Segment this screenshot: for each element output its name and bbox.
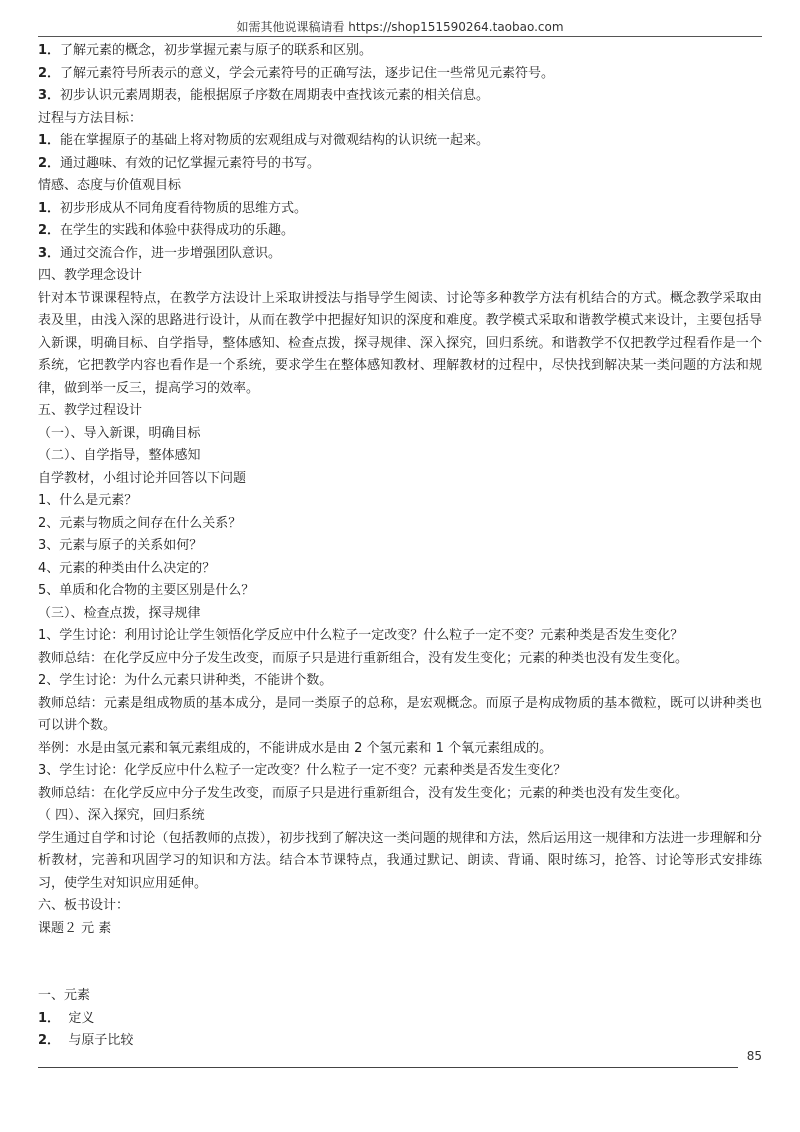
list-text: 初步形成从不同角度看待物质的思维方式。: [60, 200, 308, 216]
section5-heading: 五、教学过程设计: [38, 403, 143, 418]
blank-space: [38, 940, 762, 985]
process-goal-1: [38, 130, 762, 153]
board-title: 课题２ 元 素: [38, 920, 112, 936]
question-item: 3、元素与原子的关系如何？: [38, 538, 203, 553]
page-header: 如需其他说课稿请看 https://shop151590264.taobao.com: [236, 20, 564, 34]
list-number: 2．: [38, 1033, 61, 1048]
emotion-goal-2: [38, 220, 762, 243]
step3-heading: （三）、检查点拨，探寻规律: [38, 605, 201, 621]
example-text: 举例：水是由氢元素和氧元素组成的，不能讲成水是由 2 个氢元素和 1 个氧元素组成的。: [38, 740, 553, 756]
question-item: 1、什么是元素？: [38, 493, 138, 508]
list-number: 1．: [38, 1010, 61, 1026]
step2-heading: （二）、自学指导，整体感知: [38, 448, 201, 463]
emotion-goal-1: [38, 198, 762, 221]
knowledge-goal-2: [38, 63, 762, 86]
list-text: 初步认识元素周期表，能根据原子序数在周期表中查找该元素的相关信息。: [60, 88, 490, 103]
list-text: 了解元素符号所表示的意义，学会元素符号的正确写法，逐步记住一些常见元素符号。: [60, 65, 555, 81]
list-number: 2．: [38, 223, 61, 238]
knowledge-goal-3: [38, 85, 762, 108]
list-text: 与原子比较: [68, 1033, 134, 1048]
summary-2: 教师总结：元素是组成物质的基本成分，是同一类原子的总称，是宏观概念。而原子是构成物质的基本微粒，既可以讲种类也可以讲个数。: [38, 695, 762, 733]
list-text: 了解元素的概念，初步掌握元素与原子的联系和区别。: [60, 43, 373, 58]
list-number: 2．: [38, 65, 61, 81]
step4-paragraph: 学生通过自学和讨论（包括教师的点拨），初步找到了解决这一类问题的规律和方法，然后运用这一规律和方法进一步理解和分析教材，完善和巩固学习的知识和方法。结合本节课特点，我通过默记、朗读、背诵、限时练习，抢答、讨论等形式安排练习，使学生对知识应用延伸。: [38, 830, 762, 891]
board-section: 一、元素: [38, 988, 91, 1003]
section4-paragraph: 针对本节课课程特点，在教学方法设计上采取讲授法与指导学生阅读、讨论等多种教学方法有机结合的方式。概念教学采取由表及里，由浅入深的思路进行设计，从而在教学中把握好知识的深度和难度。教学模式采取和谐教学模式来设计，主要包括导入新课，明确目标、自学指导，整体感知、检查点拨，探寻规律、深入探究，回归系统。和谐教学不仅把教学过程看作是一个系统，它把教学内容也看作是一个系统，要求学生在整体感知教材、理解教材的过程中，尽快找到解决某一类问题的方法和规律，做到举一反三，提高学习的效率。: [38, 290, 762, 396]
list-text: 定义: [68, 1010, 95, 1026]
discussion-3: 3、学生讨论：化学反应中什么粒子一定改变？什么粒子一定不变？元素种类是否发生变化？: [38, 763, 567, 778]
discussion-2: 2、学生讨论：为什么元素只讲种类，不能讲个数。: [38, 673, 333, 688]
question-item: 5、单质和化合物的主要区别是什么？: [38, 583, 255, 598]
emotion-goal-3: [38, 243, 762, 266]
step4-heading: （ 四）、深入探究，回归系统: [38, 808, 205, 823]
list-text: 通过交流合作，进一步增强团队意识。: [60, 245, 282, 261]
emotion-heading: 情感、态度与价值观目标: [38, 178, 182, 193]
process-heading: 过程与方法目标：: [38, 110, 143, 126]
list-text: 能在掌握原子的基础上将对物质的宏观组成与对微观结构的认识统一起来。: [60, 133, 490, 148]
self-study-intro: 自学教材，小组讨论并回答以下问题: [38, 470, 247, 486]
page-number: 85: [746, 1049, 762, 1063]
list-text: 通过趣味、有效的记忆掌握元素符号的书写。: [60, 155, 321, 171]
summary-1: 教师总结：在化学反应中分子发生改变，而原子只是进行重新组合，没有发生变化；元素的种类也没有发生变化。: [38, 650, 689, 666]
list-number: 1．: [38, 43, 61, 58]
list-number: 2．: [38, 155, 61, 171]
list-number: 3．: [38, 88, 61, 103]
board-item-2: [38, 1030, 762, 1053]
list-number: 3．: [38, 245, 61, 261]
page-content: [38, 40, 762, 1053]
knowledge-goal-1: [38, 40, 762, 63]
process-goal-2: [38, 153, 762, 176]
question-item: 4、元素的种类由什么决定的？: [38, 560, 216, 576]
list-number: 1．: [38, 133, 61, 148]
step1-heading: （一）、导入新课，明确目标: [38, 425, 201, 441]
footer-divider: [38, 1067, 738, 1068]
header-divider: [38, 36, 762, 37]
summary-3: 教师总结：在化学反应中分子发生改变，而原子只是进行重新组合，没有发生变化；元素的种类也没有发生变化。: [38, 785, 689, 801]
board-item-1: [38, 1008, 762, 1031]
list-text: 在学生的实践和体验中获得成功的乐趣。: [60, 223, 295, 238]
discussion-1: 1、学生讨论：利用讨论让学生领悟化学反应中什么粒子一定改变？什么粒子一定不变？元素种类是否发生变化？: [38, 628, 684, 643]
section4-heading: 四、教学理念设计: [38, 268, 143, 283]
section6-heading: 六、板书设计：: [38, 898, 130, 913]
question-item: 2、元素与物质之间存在什么关系？: [38, 515, 242, 531]
list-number: 1．: [38, 200, 61, 216]
